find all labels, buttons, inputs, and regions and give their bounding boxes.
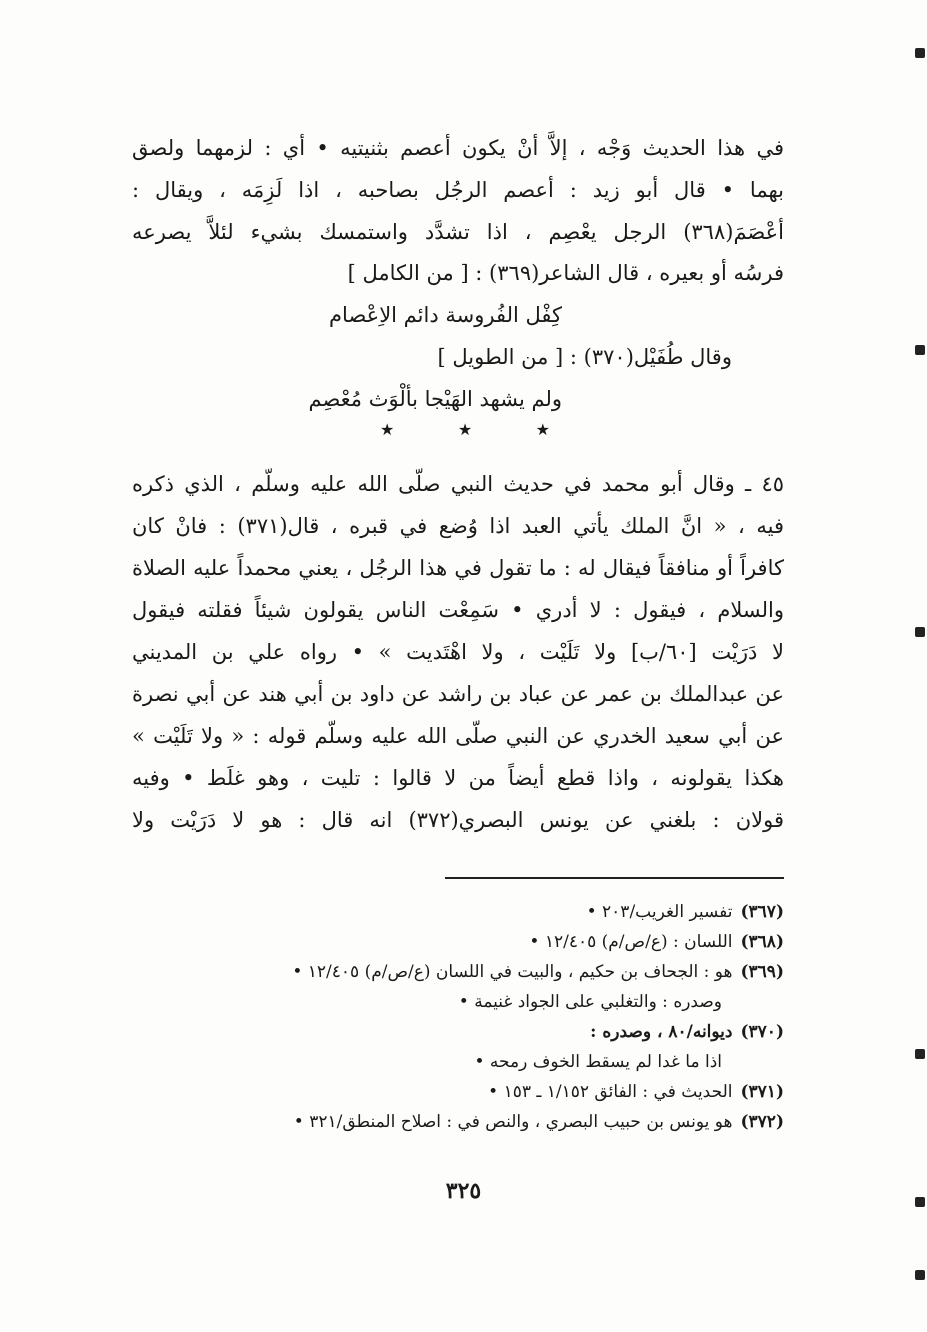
- footnote-text: الحديث في : الفائق ١/١٥٢ ـ ١٥٣ •: [488, 1082, 733, 1102]
- body-line: أعْصَمَ(٣٦٨) الرجل يعْصِم ، اذا تشدَّد واستمسك بشيء لئلاَّ يصرعه: [132, 220, 784, 244]
- edge-mark: [915, 1270, 925, 1280]
- body-line: عن أبي سعيد الخدري عن النبي صلّى الله عليه وسلّم قوله : « ولا تَلَيْت »: [132, 724, 784, 748]
- body-line: هكذا يقولونه ، واذا قطع أيضاً من لا قالوا : تليت ، وهو غلَط • وفيه: [132, 766, 784, 790]
- footnote-text: اللسان : (ع/ص/م) ١٢/٤٠٥ •: [529, 932, 733, 952]
- verse-line: ولم يشهد الهَيْجا بألْوَث مُعْصِم: [308, 387, 562, 411]
- verse-intro: وقال طُفَيْل(٣٧٠) : [ من الطويل ]: [437, 345, 732, 369]
- star-icon: ★: [380, 420, 395, 439]
- body-line: قولان : بلغني عن يونس البصري(٣٧٢) انه قال : هو لا دَرَيْت ولا: [132, 808, 784, 832]
- footnote-number: (٣٧١): [740, 1082, 784, 1102]
- footnote-text: وصدره : والتغلبي على الجواد غنيمة •: [458, 992, 722, 1012]
- star-icon: ★: [535, 420, 550, 439]
- page-number: ٣٢٥: [445, 1178, 482, 1204]
- footnote-number: (٣٧٢): [740, 1112, 784, 1132]
- footnote: [132, 1077, 784, 1107]
- footnote-text: هو يونس بن حبيب البصري ، والنص في : اصلاح المنطق/٣٢١ •: [293, 1112, 733, 1132]
- footnote-number: (٣٦٨): [740, 932, 784, 952]
- footnote-text: اذا ما غدا لم يسقط الخوف رمحه •: [474, 1052, 722, 1072]
- footnote-continuation: [132, 1047, 722, 1077]
- body-line: فرسُه أو بعيره ، قال الشاعر(٣٦٩) : [ من الكامل ]: [347, 261, 784, 285]
- footnote: [132, 1017, 784, 1047]
- footnote-continuation: [132, 987, 722, 1017]
- edge-mark: [915, 627, 925, 637]
- edge-mark: [915, 345, 925, 355]
- body-line: لا دَرَيْت [٦٠/ب] ولا تَلَيْت ، ولا اهْتَديت » • رواه علي بن المديني: [132, 640, 784, 664]
- edge-mark: [915, 1197, 925, 1207]
- footnote-text: ديوانه/٨٠ ، وصدره :: [590, 1022, 733, 1042]
- body-line: ٤٥ ـ وقال أبو محمد في حديث النبي صلّى الله عليه وسلّم ، الذي ذكره: [132, 472, 784, 496]
- body-line: بهما • قال أبو زيد : أعصم الرجُل بصاحبه ، اذا لَزِمَه ، ويقال :: [132, 178, 784, 202]
- body-line: في هذا الحديث وَجْه ، إلاَّ أنْ يكون أعصم بثنيتيه • أي : لزمهما ولصق: [132, 136, 784, 160]
- footnote: [132, 957, 784, 987]
- footnote-number: (٣٦٩): [740, 962, 784, 982]
- body-line: كافراً أو منافقاً فيقال له : ما تقول في هذا الرجُل ، يعني محمداً عليه الصلاة: [132, 556, 784, 580]
- edge-mark: [915, 48, 925, 58]
- footnote-number: (٣٧٠): [740, 1022, 784, 1042]
- footnote-text: هو : الجحاف بن حكيم ، والبيت في اللسان (ع/ص/م) ١٢/٤٠٥ •: [292, 962, 733, 982]
- footnote: [132, 897, 784, 927]
- footnote-number: (٣٦٧): [740, 902, 784, 922]
- footnote-text: تفسير الغريب/٢٠٣ •: [586, 902, 733, 922]
- footnote: [132, 927, 784, 957]
- body-line: فيه ، « انَّ الملك يأتي العبد اذا وُضع في قبره ، قال(٣٧١) : فانْ كان: [132, 514, 784, 538]
- verse-line: كِفْل الفُروسة دائم الاِعْصام: [329, 303, 562, 327]
- section-separator: [380, 420, 550, 439]
- footnote-divider: [445, 877, 784, 879]
- body-line: عن عبدالملك بن عمر عن عباد بن راشد عن داود بن أبي هند عن أبي نصرة: [132, 682, 784, 706]
- body-line: والسلام ، فيقول : لا أدري • سَمِعْت الناس يقولون شيئاً فقلته فيقول: [132, 598, 784, 622]
- edge-mark: [915, 1049, 925, 1059]
- star-icon: ★: [457, 420, 473, 439]
- footnote: [132, 1107, 784, 1137]
